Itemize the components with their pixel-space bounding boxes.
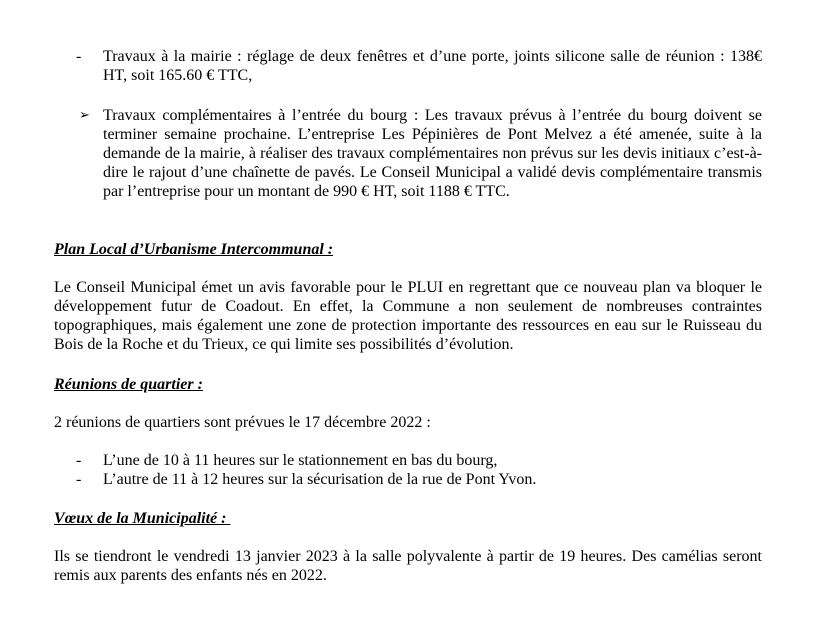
list-item-text: Travaux à la mairie : réglage de deux fenêtres et d’une porte, joints silicone salle de réunion : 138€ HT, soit 165.60 € TTC, [103,48,762,84]
dash-bullet: - [76,48,82,65]
list-item-text: L’une de 10 à 11 heures sur le stationnement en bas du bourg, [103,452,498,469]
paragraph-voeux: Ils se tiendront le vendredi 13 janvier 2023 à la salle polyvalente à partir de 19 heures. Des camélias seront remis aux parents des enfants nés en 2022. [54,548,762,584]
arrow-bullet-icon: ➢ [79,108,90,123]
list-item-text: L’autre de 11 à 12 heures sur la sécurisation de la rue de Pont Yvon. [103,471,537,488]
section-heading-plui: Plan Local d’Urbanisme Intercommunal : [54,241,334,258]
section-heading-voeux: Vœux de la Municipalité : [54,510,231,527]
paragraph-plui: Le Conseil Municipal émet un avis favorable pour le PLUI en regrettant que ce nouveau plan va bloquer le développement futur de Coadout. En effet, la Commune a non seulement de nombreuses contraintes topographiques, mais également une zone de protection importante des ressources en eau sur le Ruisseau du Bois de la Roche et du Trieux, ce qui limite ses possibilités d’évolution. [54,279,762,353]
dash-bullet: - [76,452,82,469]
list-item-text: Travaux complémentaires à l’entrée du bourg : Les travaux prévus à l’entrée du bourg doivent se terminer semaine prochaine. L’entreprise Les Pépinières de Pont Melvez a été amenée, suite à la demande de la mairie, à réaliser des travaux complémentaires non prévus sur les devis initiaux c’est-à-dire le rajout d’une chaînette de pavés. Le Conseil Municipal a validé devis complémentaire transmis par l’entreprise pour un montant de 990 € HT, soit 1188 € TTC. [103,107,762,200]
dash-bullet: - [76,471,82,488]
section-heading-reunions: Réunions de quartier : [54,376,203,393]
paragraph-reunions-intro: 2 réunions de quartiers sont prévues le 17 décembre 2022 : [54,414,431,431]
